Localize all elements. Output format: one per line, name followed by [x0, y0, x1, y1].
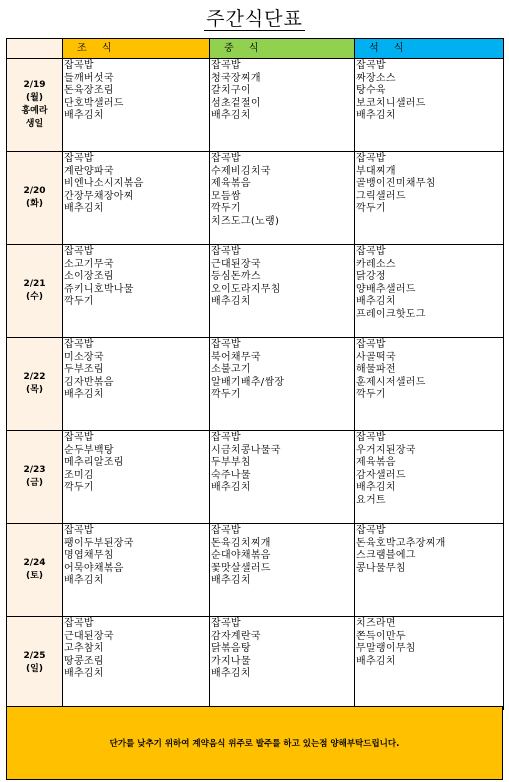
day-note: 홍예라 생일	[21, 106, 48, 129]
menu-cell-lunch	[63, 338, 210, 431]
menu-item: 쫀득이만두	[356, 630, 406, 642]
menu-item: 미소장국	[64, 351, 104, 363]
menu-cell-lunch	[63, 524, 210, 617]
menu-item: 순대야채볶음	[211, 550, 271, 561]
header-dinner: 석 식	[355, 39, 504, 59]
menu-item: 잡곡밥	[356, 246, 386, 257]
date-cell	[7, 245, 63, 338]
menu-item: 소불고기	[211, 364, 251, 375]
weekday-label: (수)	[26, 292, 43, 302]
day-row	[7, 431, 504, 524]
menu-cell-middle	[210, 338, 355, 431]
menu-item: 잡곡밥	[211, 432, 241, 443]
menu-item: 명엽채무침	[64, 550, 114, 561]
day-row	[7, 338, 504, 431]
weekday-label: (목)	[26, 385, 43, 395]
menu-item: 들깨버섯국	[64, 72, 114, 84]
date-cell	[7, 59, 63, 152]
menu-item: 배추김치	[64, 203, 104, 214]
menu-item: 닭강정	[356, 271, 386, 282]
menu-item: 잡곡밥	[211, 246, 241, 257]
menu-item: 메추리알조림	[64, 457, 124, 468]
menu-item: 북어채무국	[211, 351, 261, 363]
weekday-label: (금)	[26, 478, 43, 488]
menu-item: 비엔나소시지볶음	[64, 178, 144, 189]
menu-item: 배추김치	[356, 655, 396, 667]
menu-item: 근대된장국	[64, 630, 114, 642]
day-row	[7, 152, 504, 245]
menu-item: 보코치니샐러드	[356, 97, 426, 109]
weekday-label: (토)	[26, 571, 43, 581]
menu-item: 닭볶음탕	[211, 643, 251, 654]
menu-item: 갈치구이	[211, 85, 251, 96]
menu-item: 잡곡밥	[64, 246, 94, 257]
menu-item: 잡곡밥	[64, 525, 94, 536]
menu-item: 치즈라면	[356, 618, 396, 629]
menu-item: 우거지된장국	[356, 444, 416, 456]
menu-item: 잡곡밥	[211, 525, 241, 536]
menu-item: 고추참치	[64, 643, 104, 654]
menu-item: 계란양파국	[64, 165, 114, 177]
date-label: 2/24	[23, 558, 46, 568]
date-cell	[7, 524, 63, 617]
menu-item: 제육볶음	[211, 178, 251, 189]
menu-item: 잡곡밥	[356, 525, 386, 536]
page-title: 주간식단표	[206, 8, 303, 30]
date-label: 2/19	[23, 80, 46, 90]
menu-item: 쥬키니호박나물	[64, 283, 134, 295]
menu-cell-lunch	[63, 617, 210, 710]
menu-item: 카레소스	[356, 258, 396, 270]
menu-item: 스크램블에그	[356, 550, 416, 561]
menu-cell-middle	[210, 524, 355, 617]
menu-item: 사골떡국	[356, 351, 396, 363]
footer-notice: 단가를 낮추기 위하여 계약음식 위주로 발주를 하고 있는점 양해부탁드립니다.	[6, 706, 503, 780]
menu-item: 깍두기	[211, 389, 241, 400]
menu-item: 잡곡밥	[64, 618, 94, 629]
menu-cell-dinner	[355, 524, 504, 617]
menu-item: 청국장찌개	[211, 72, 261, 84]
menu-item: 배추김치	[211, 110, 251, 121]
menu-item: 두부조림	[64, 364, 104, 375]
header-lunch: 중 식	[210, 39, 355, 59]
menu-item: 김자반볶음	[64, 376, 114, 388]
menu-cell-lunch	[63, 431, 210, 524]
menu-item: 잡곡밥	[356, 60, 386, 71]
menu-cell-middle	[210, 59, 355, 152]
menu-item: 배추김치	[211, 575, 251, 586]
menu-item: 두부부침	[211, 457, 251, 468]
menu-item: 배추김치	[64, 575, 104, 586]
menu-item: 감자샐러드	[356, 469, 406, 481]
menu-item: 배추김치	[356, 110, 396, 121]
menu-item: 그릭샐러드	[356, 190, 406, 202]
menu-item: 무말랭이무침	[356, 643, 416, 654]
date-label: 2/25	[23, 651, 46, 661]
menu-item: 잡곡밥	[356, 339, 386, 350]
date-cell	[7, 431, 63, 524]
menu-item: 배추김치	[356, 482, 396, 493]
menu-item: 배추김치	[64, 668, 104, 679]
menu-item: 훈제시저샐러드	[356, 376, 426, 388]
menu-table	[6, 38, 504, 710]
menu-item: 배추김치	[211, 668, 251, 679]
menu-item: 배추김치	[211, 482, 251, 493]
date-label: 2/23	[23, 465, 46, 475]
weekday-label: (일)	[26, 664, 43, 674]
menu-cell-middle	[210, 152, 355, 245]
menu-item: 어묵야채볶음	[64, 562, 124, 574]
menu-item: 근대된장국	[211, 258, 261, 270]
menu-cell-middle	[210, 617, 355, 710]
menu-item: 부대찌개	[356, 165, 396, 177]
menu-item: 요거트	[356, 494, 386, 506]
menu-item: 깍두기	[356, 203, 386, 214]
menu-item: 섬초겉절이	[211, 97, 261, 109]
menu-cell-lunch	[63, 152, 210, 245]
menu-item: 골뱅이진미채무침	[356, 178, 436, 189]
menu-item: 잡곡밥	[64, 432, 94, 443]
day-row	[7, 245, 504, 338]
day-row	[7, 617, 504, 710]
menu-item: 콩나물무침	[356, 562, 406, 574]
menu-item: 가지나물	[211, 655, 251, 667]
menu-cell-dinner	[355, 245, 504, 338]
date-cell	[7, 152, 63, 245]
menu-item: 배추김치	[64, 110, 104, 121]
day-row	[7, 524, 504, 617]
menu-item: 땅콩조림	[64, 655, 104, 667]
menu-item: 순두부백탕	[64, 444, 114, 456]
menu-item: 돈육호박고추장찌개	[356, 537, 446, 549]
menu-item: 잡곡밥	[211, 339, 241, 350]
menu-item: 깍두기	[356, 389, 386, 400]
menu-item: 숙주나물	[211, 469, 251, 481]
menu-item: 돈육장조림	[64, 85, 114, 96]
menu-item: 깍두기	[64, 482, 94, 493]
menu-item: 소고기무국	[64, 258, 114, 270]
menu-item: 감자계란국	[211, 630, 261, 642]
menu-cell-dinner	[355, 617, 504, 710]
header-breakfast: 조 식	[63, 39, 210, 59]
menu-cell-dinner	[355, 431, 504, 524]
menu-item: 잡곡밥	[211, 153, 241, 164]
weekday-label: (월)	[26, 93, 43, 103]
menu-cell-dinner	[355, 338, 504, 431]
menu-item: 등심돈까스	[211, 271, 261, 282]
menu-item: 알배기배추/쌈장	[211, 376, 285, 388]
menu-item: 양배추샐러드	[356, 283, 416, 295]
menu-item: 시금치콩나물국	[211, 444, 281, 456]
menu-item: 제육볶음	[356, 457, 396, 468]
header-row	[7, 39, 504, 59]
menu-item: 모듬쌈	[211, 190, 241, 202]
menu-item: 팽이두부된장국	[64, 537, 134, 549]
menu-cell-lunch	[63, 59, 210, 152]
date-label: 2/21	[23, 279, 46, 289]
date-cell	[7, 617, 63, 710]
menu-item: 잡곡밥	[356, 432, 386, 443]
menu-item: 배추김치	[356, 296, 396, 307]
menu-item: 잡곡밥	[64, 153, 94, 164]
menu-cell-dinner	[355, 59, 504, 152]
menu-cell-lunch	[63, 245, 210, 338]
menu-item: 탕수육	[356, 85, 386, 96]
menu-cell-middle	[210, 431, 355, 524]
menu-item: 잡곡밥	[211, 60, 241, 71]
menu-item: 치즈도그(노랭)	[211, 215, 280, 227]
menu-item: 짜장소스	[356, 72, 396, 84]
header-corner	[7, 39, 63, 59]
menu-item: 수제비김치국	[211, 165, 271, 177]
menu-item: 간장무채장아찌	[64, 190, 134, 202]
menu-item: 잡곡밥	[211, 618, 241, 629]
menu-item: 돈육김치찌개	[211, 537, 271, 549]
menu-item: 배추김치	[64, 389, 104, 400]
menu-item: 배추김치	[211, 296, 251, 307]
menu-item: 잡곡밥	[64, 60, 94, 71]
menu-item: 꽃맛살샐러드	[211, 562, 271, 574]
menu-item: 깍두기	[211, 203, 241, 214]
menu-item: 깍두기	[64, 296, 94, 307]
date-label: 2/22	[23, 372, 46, 382]
menu-item: 잡곡밥	[64, 339, 94, 350]
day-row	[7, 59, 504, 152]
menu-item: 해물파전	[356, 364, 396, 375]
menu-item: 소이장조림	[64, 271, 114, 282]
menu-item: 잡곡밥	[356, 153, 386, 164]
menu-item: 오이도라지무침	[211, 283, 281, 295]
weekday-label: (화)	[26, 199, 43, 209]
menu-cell-dinner	[355, 152, 504, 245]
date-label: 2/20	[23, 186, 46, 196]
menu-item: 조미김	[64, 469, 94, 481]
menu-cell-middle	[210, 245, 355, 338]
date-cell	[7, 338, 63, 431]
menu-item: 단호박샐러드	[64, 97, 124, 109]
menu-item: 프레이크핫도그	[356, 308, 426, 320]
